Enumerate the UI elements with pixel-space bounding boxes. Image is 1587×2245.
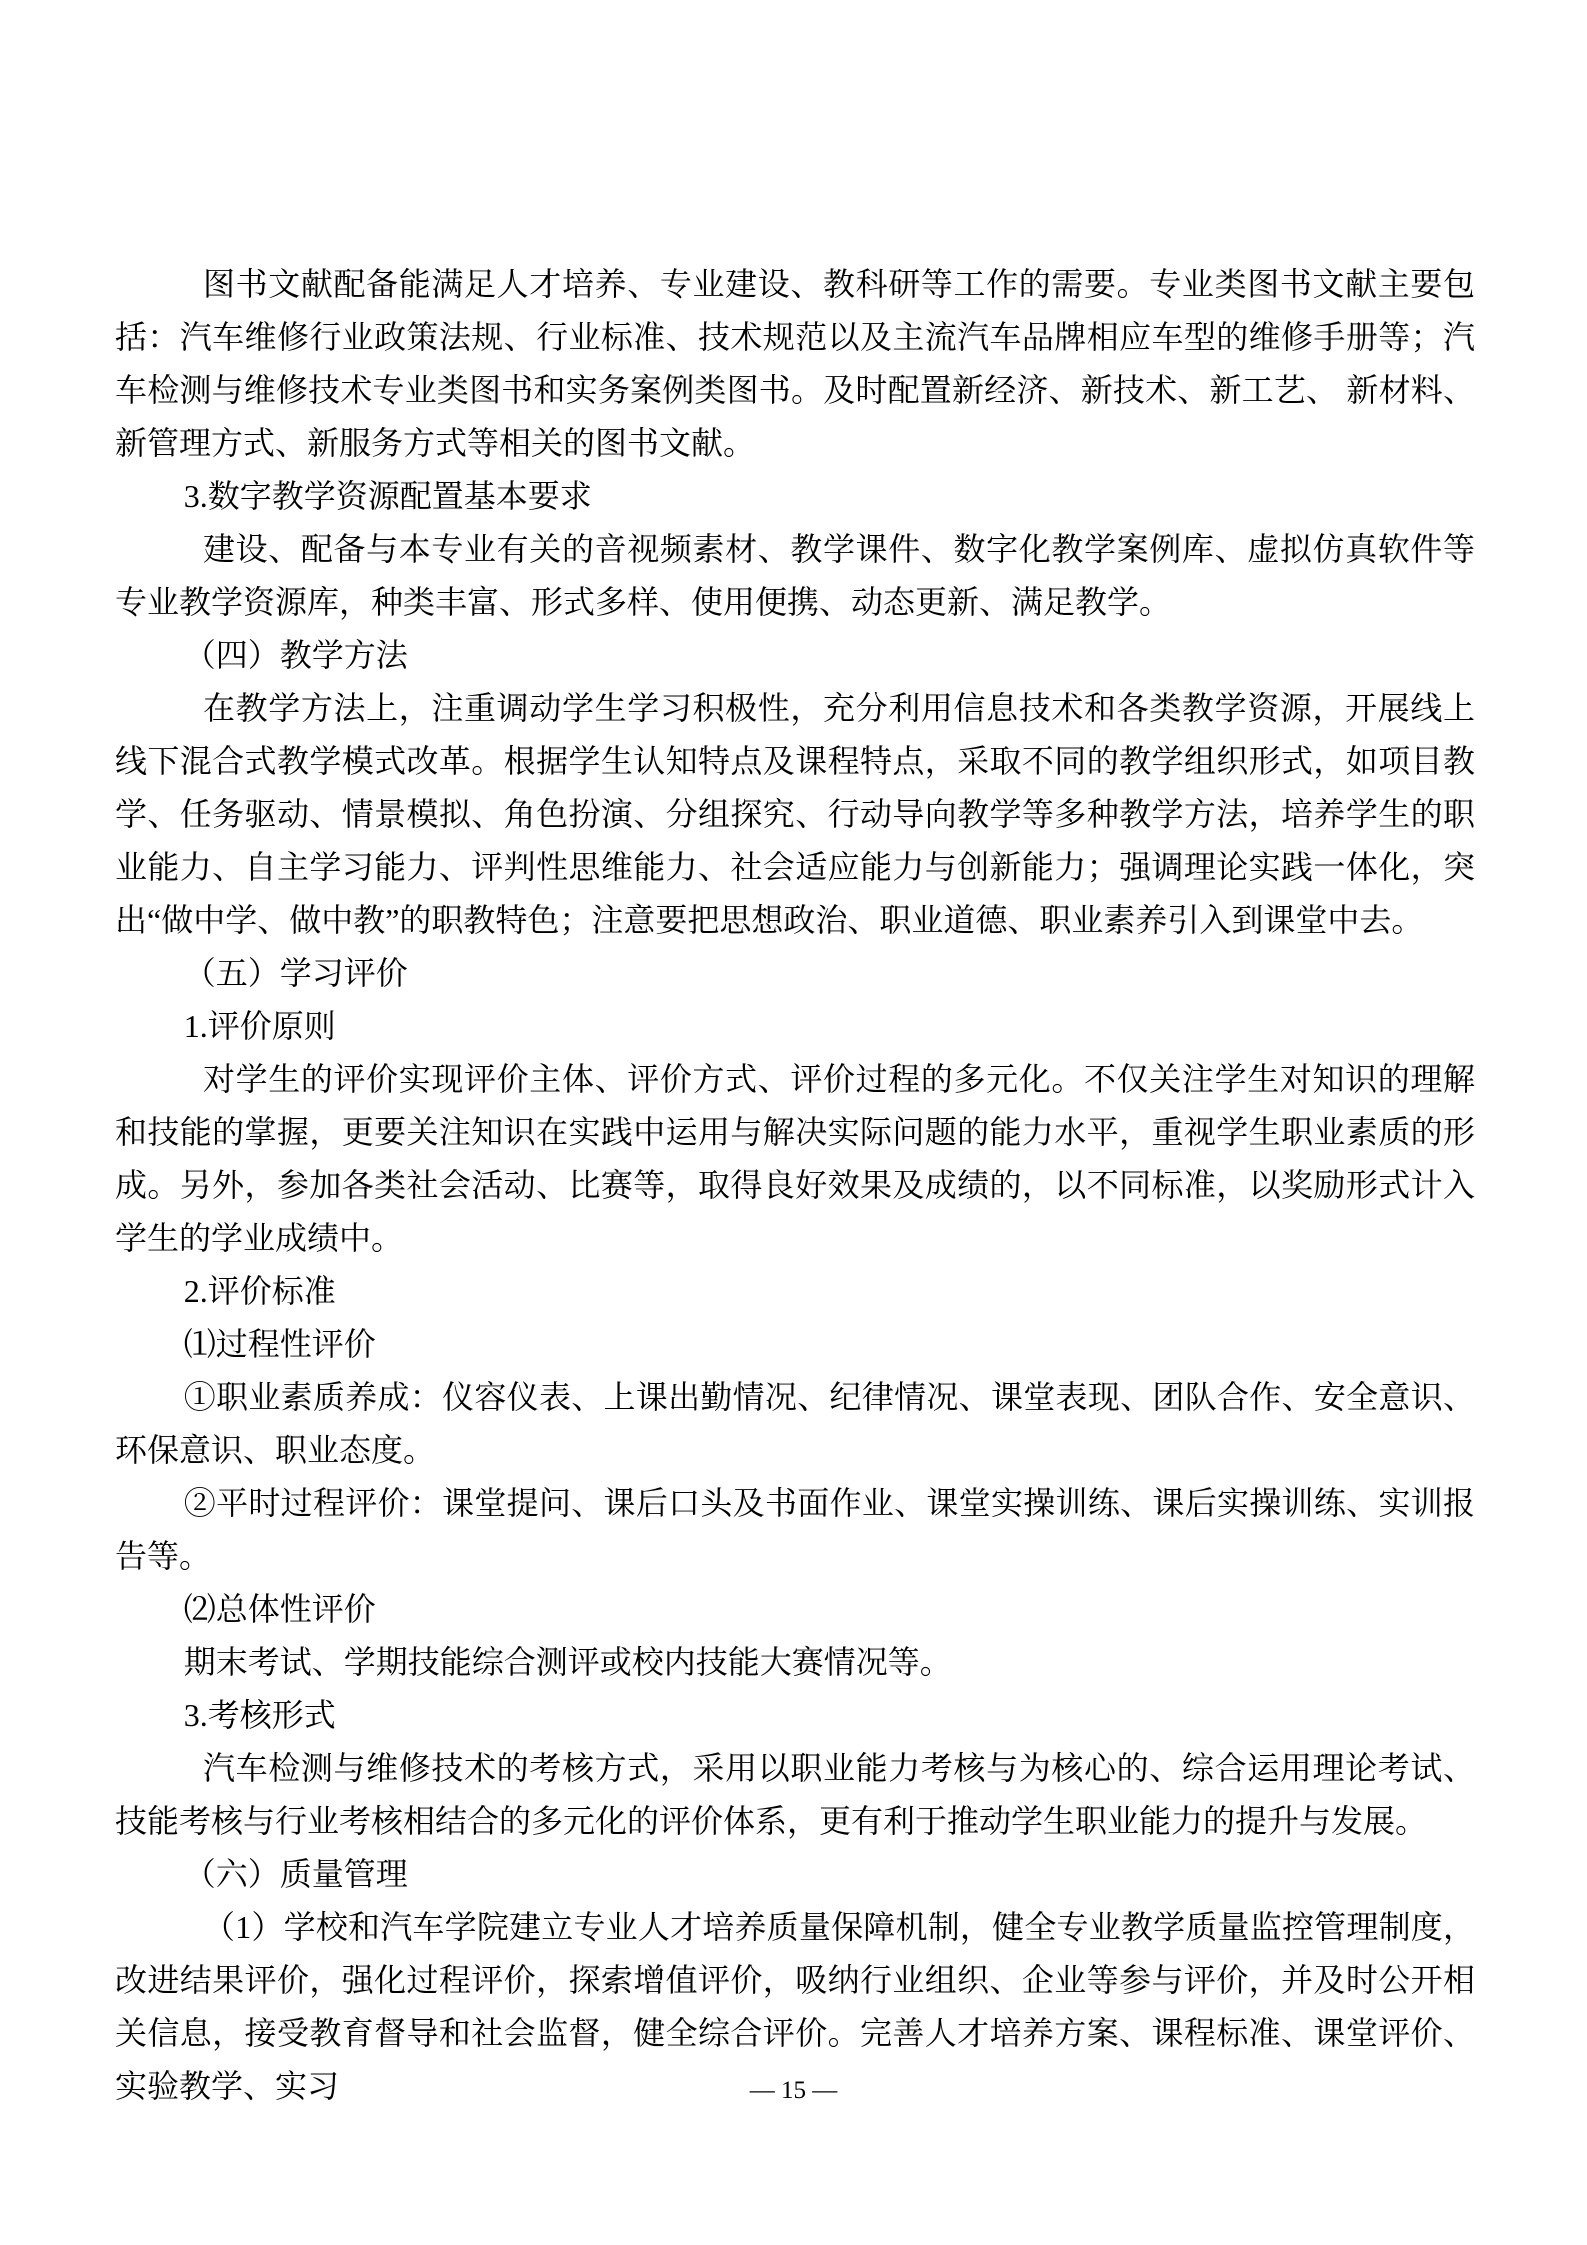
paragraph: 在教学方法上，注重调动学生学习积极性，充分利用信息技术和各类教学资源，开展线上线下混合式教学模式改革。根据学生认知特点及课程特点，采取不同的教学组织形式，如项目教学、任务驱动、情景模拟、角色扮演、分组探究、行动导向教学等多种教学方法，培养学生的职业能力、自主学习能力、评判性思维能力、社会适应能力与创新能力；强调理论实践一体化，突出“做中学、做中教”的职教特色；注意要把思想政治、职业道德、职业素养引入到课堂中去。 — [115, 690, 1475, 938]
paragraph: 2.评价标准 — [183, 1273, 336, 1309]
paragraph: （六）质量管理 — [183, 1856, 408, 1892]
paragraph: 3.考核形式 — [183, 1697, 336, 1733]
paragraph: （1）学校和汽车学院建立专业人才培养质量保障机制，健全专业教学质量监控管理制度，改进结果评价，强化过程评价，探索增值评价，吸纳行业组织、企业等参与评价，并及时公开相关信息，接受教育督导和社会监督，健全综合评价。完善人才培养方案、课程标准、课堂评价、实验教学、实习 — [115, 1909, 1475, 2104]
page-number: — 15 — — [749, 2077, 838, 2104]
paragraph: 图书文献配备能满足人才培养、专业建设、教科研等工作的需要。专业类图书文献主要包括：汽车维修行业政策法规、行业标准、技术规范以及主流汽车品牌相应车型的维修手册等；汽车检测与维修技术专业类图书和实务案例类图书。及时配置新经济、新技术、新工艺、 新材料、新管理方式、新服务方式等相关的图书文献。 — [115, 266, 1475, 461]
paragraph: 对学生的评价实现评价主体、评价方式、评价过程的多元化。不仅关注学生对知识的理解和技能的掌握，更要关注知识在实践中运用与解决实际问题的能力水平，重视学生职业素质的形成。另外，参加各类社会活动、比赛等，取得良好效果及成绩的，以不同标准，以奖励形式计入学生的学业成绩中。 — [115, 1061, 1475, 1256]
paragraph: 3.数字教学资源配置基本要求 — [183, 478, 592, 514]
paragraph: ⑵总体性评价 — [183, 1591, 376, 1627]
page-body-text — [115, 258, 1475, 2113]
paragraph: （五）学习评价 — [183, 955, 408, 991]
paragraph: ②平时过程评价：课堂提问、课后口头及书面作业、课堂实操训练、课后实操训练、实训报告等。 — [115, 1485, 1475, 1574]
paragraph: （四）教学方法 — [183, 637, 408, 673]
paragraph: ⑴过程性评价 — [183, 1326, 376, 1362]
paragraph: 期末考试、学期技能综合测评或校内技能大赛情况等。 — [183, 1644, 952, 1680]
paragraph: ①职业素质养成：仪容仪表、上课出勤情况、纪律情况、课堂表现、团队合作、安全意识、环保意识、职业态度。 — [115, 1379, 1475, 1468]
paragraph: 1.评价原则 — [183, 1008, 336, 1044]
paragraph: 汽车检测与维修技术的考核方式，采用以职业能力考核与为核心的、综合运用理论考试、技能考核与行业考核相结合的多元化的评价体系，更有利于推动学生职业能力的提升与发展。 — [115, 1750, 1475, 1839]
paragraph: 建设、配备与本专业有关的音视频素材、教学课件、数字化教学案例库、虚拟仿真软件等专业教学资源库，种类丰富、形式多样、使用便携、动态更新、满足教学。 — [115, 531, 1475, 620]
